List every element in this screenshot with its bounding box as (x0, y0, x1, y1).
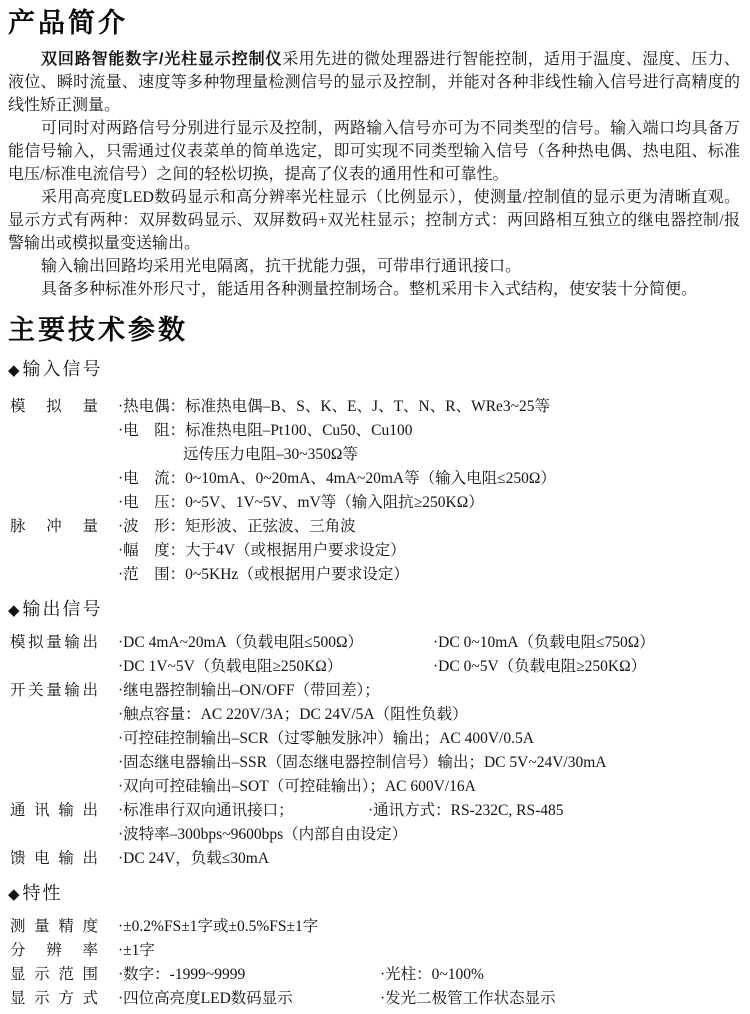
spec-value: ·±0.2%FS±1字或±0.5%FS±1字 (118, 918, 319, 935)
table-row (8, 515, 740, 539)
spec-value: ·数字：-1999~9999 (118, 966, 246, 983)
spec-value: ·电 阻：标准热电阻–Pt100、Cu50、Cu100 (118, 422, 413, 439)
table-row (8, 491, 740, 515)
spec-value: ·光柱：0~100% (380, 966, 484, 983)
spec-label (10, 823, 98, 847)
subheading-input-signal (8, 357, 740, 383)
spec-label: 模拟量 (10, 398, 98, 415)
subheading-label: 特性 (22, 883, 63, 903)
table-row (8, 727, 740, 751)
paragraph-text: 采用先进的微处理器进行智能控制，适用于温度、湿度、压力、液位、瞬时流量、速度等多种物理量检测信号的显示及控制，并能对各种非线性输入信号进行高精度的线性矫正测量。 (8, 51, 740, 114)
spec-label: 脉冲量 (10, 518, 98, 535)
spec-value: ·范 围：0~5KHz（或根据用户要求设定） (118, 566, 409, 583)
spec-value: 远传压力电阻–30~350Ω等 (183, 446, 358, 463)
table-row (8, 419, 740, 443)
spec-label: 测量精度 (10, 918, 98, 935)
table-row (8, 443, 740, 467)
table-row (8, 799, 740, 823)
spec-label (10, 539, 98, 563)
spec-value: ·双向可控硅输出–SOT（可控硅输出）；AC 600V/16A (118, 778, 476, 795)
paragraph: 可同时对两路信号分别进行显示及控制，两路输入信号亦可为不同类型的信号。输入端口均具备万能信号输入，只需通过仪表菜单的简单选定，即可实现不同类型输入信号（各种热电偶、热电阻、标准电压/标准电流信号）之间的轻松切换，提高了仪表的通用性和可靠性。 (8, 120, 740, 183)
table-row (8, 915, 740, 939)
paragraph: 采用高亮度LED数码显示和高分辨率光柱显示（比例显示），使测量/控制值的显示更为清晰直观。显示方式有两种：双屏数码显示、双屏数码+双光柱显示；控制方式：两回路相互独立的继电器控制/报警输出或模拟量变送输出。 (8, 189, 740, 252)
spec-label (10, 443, 98, 467)
spec-label: 通讯输出 (10, 802, 98, 819)
spec-value: ·波 形：矩形波、正弦波、三角波 (118, 518, 356, 535)
table-row (8, 963, 740, 987)
spec-value: ·继电器控制输出–ON/OFF（带回差）； (118, 682, 380, 699)
intro-paragraphs (8, 48, 740, 301)
spec-label: 显示方式 (10, 990, 98, 1007)
table-row (8, 563, 740, 587)
spec-value: ·DC 24V，负载≤30mA (118, 850, 270, 867)
table-row (8, 655, 740, 679)
table-row (8, 775, 740, 799)
spec-value: ·可控硅控制输出–SCR（过零触发脉冲）输出；AC 400V/0.5A (118, 730, 534, 747)
spec-value: ·四位高亮度LED数码显示 (118, 990, 293, 1007)
spec-value: ·DC 4mA~20mA（负载电阻≤500Ω） (118, 634, 363, 651)
table-row (8, 939, 740, 963)
subheading-output-signal (8, 597, 740, 623)
spec-value: ·标准串行双向通讯接口； (118, 802, 294, 819)
spec-label (10, 775, 98, 799)
table-row (8, 823, 740, 847)
spec-label (10, 467, 98, 491)
table-row (8, 631, 740, 655)
spec-value: ·触点容量：AC 220V/3A；DC 24V/5A（阻性负载） (118, 706, 468, 723)
spec-label: 开关量输出 (10, 682, 98, 699)
table-row (8, 987, 740, 1011)
spec-value: ·固态继电器输出–SSR（固态继电器控制信号）输出；DC 5V~24V/30mA (118, 754, 607, 771)
spec-label: 馈电输出 (10, 850, 98, 867)
table-row (8, 847, 740, 871)
output-signal-table (8, 631, 740, 871)
diamond-icon: ◆ (8, 603, 20, 619)
spec-value: ·热电偶：标准热电偶–B、S、K、E、J、T、N、R、WRe3~25等 (118, 398, 551, 415)
spec-label: 显示范围 (10, 966, 98, 983)
subheading-label: 输入信号 (22, 359, 103, 379)
table-row (8, 467, 740, 491)
table-row (8, 395, 740, 419)
spec-label (10, 655, 98, 679)
spec-value: ·DC 0~5V（负载电阻≥250KΩ） (433, 658, 647, 675)
table-row (8, 679, 740, 703)
spec-label (10, 751, 98, 775)
input-signal-table (8, 395, 740, 587)
page-title: 产品简介 (8, 8, 128, 38)
spec-label (10, 419, 98, 443)
table-row (8, 539, 740, 563)
diamond-icon: ◆ (8, 887, 20, 903)
subheading-features (8, 881, 740, 907)
paragraph (8, 48, 740, 117)
spec-value: ·发光二极管工作状态显示 (380, 990, 556, 1007)
diamond-icon: ◆ (8, 363, 20, 379)
spec-label (10, 727, 98, 751)
spec-value: ·波特率–300bps~9600bps（内部自由设定） (118, 826, 408, 843)
spec-label: 模拟量输出 (10, 634, 98, 651)
features-table (8, 915, 740, 1011)
spec-value: ·DC 1V~5V（负载电阻≥250KΩ） (118, 658, 343, 675)
paragraph: 输入输出回路均采用光电隔离，抗干扰能力强，可带串行通讯接口。 (41, 258, 522, 275)
paragraph: 具备多种标准外形尺寸，能适用各种测量控制场合。整机采用卡入式结构，使安装十分简便。 (41, 281, 698, 298)
subheading-label: 输出信号 (22, 599, 103, 619)
spec-value: ·电 流：0~10mA、0~20mA、4mA~20mA等（输入电阻≤250Ω） (118, 470, 556, 487)
product-name-bold: 双回路智能数字/光柱显示控制仪 (41, 51, 283, 68)
spec-value: ·电 压：0~5V、1V~5V、mV等（输入阻抗≥250KΩ） (118, 494, 484, 511)
spec-label: 分辨率 (10, 942, 98, 959)
table-row (8, 751, 740, 775)
spec-value: ·通讯方式：RS-232C, RS-485 (368, 802, 564, 819)
table-row (8, 703, 740, 727)
section-title-tech-params: 主要技术参数 (8, 315, 188, 345)
spec-label (10, 563, 98, 587)
spec-label (10, 491, 98, 515)
spec-value: ·幅 度：大于4V（或根据用户要求设定） (118, 542, 406, 559)
spec-value: ·DC 0~10mA（负载电阻≤750Ω） (433, 634, 655, 651)
spec-value: ·±1字 (118, 942, 155, 959)
spec-label (10, 703, 98, 727)
